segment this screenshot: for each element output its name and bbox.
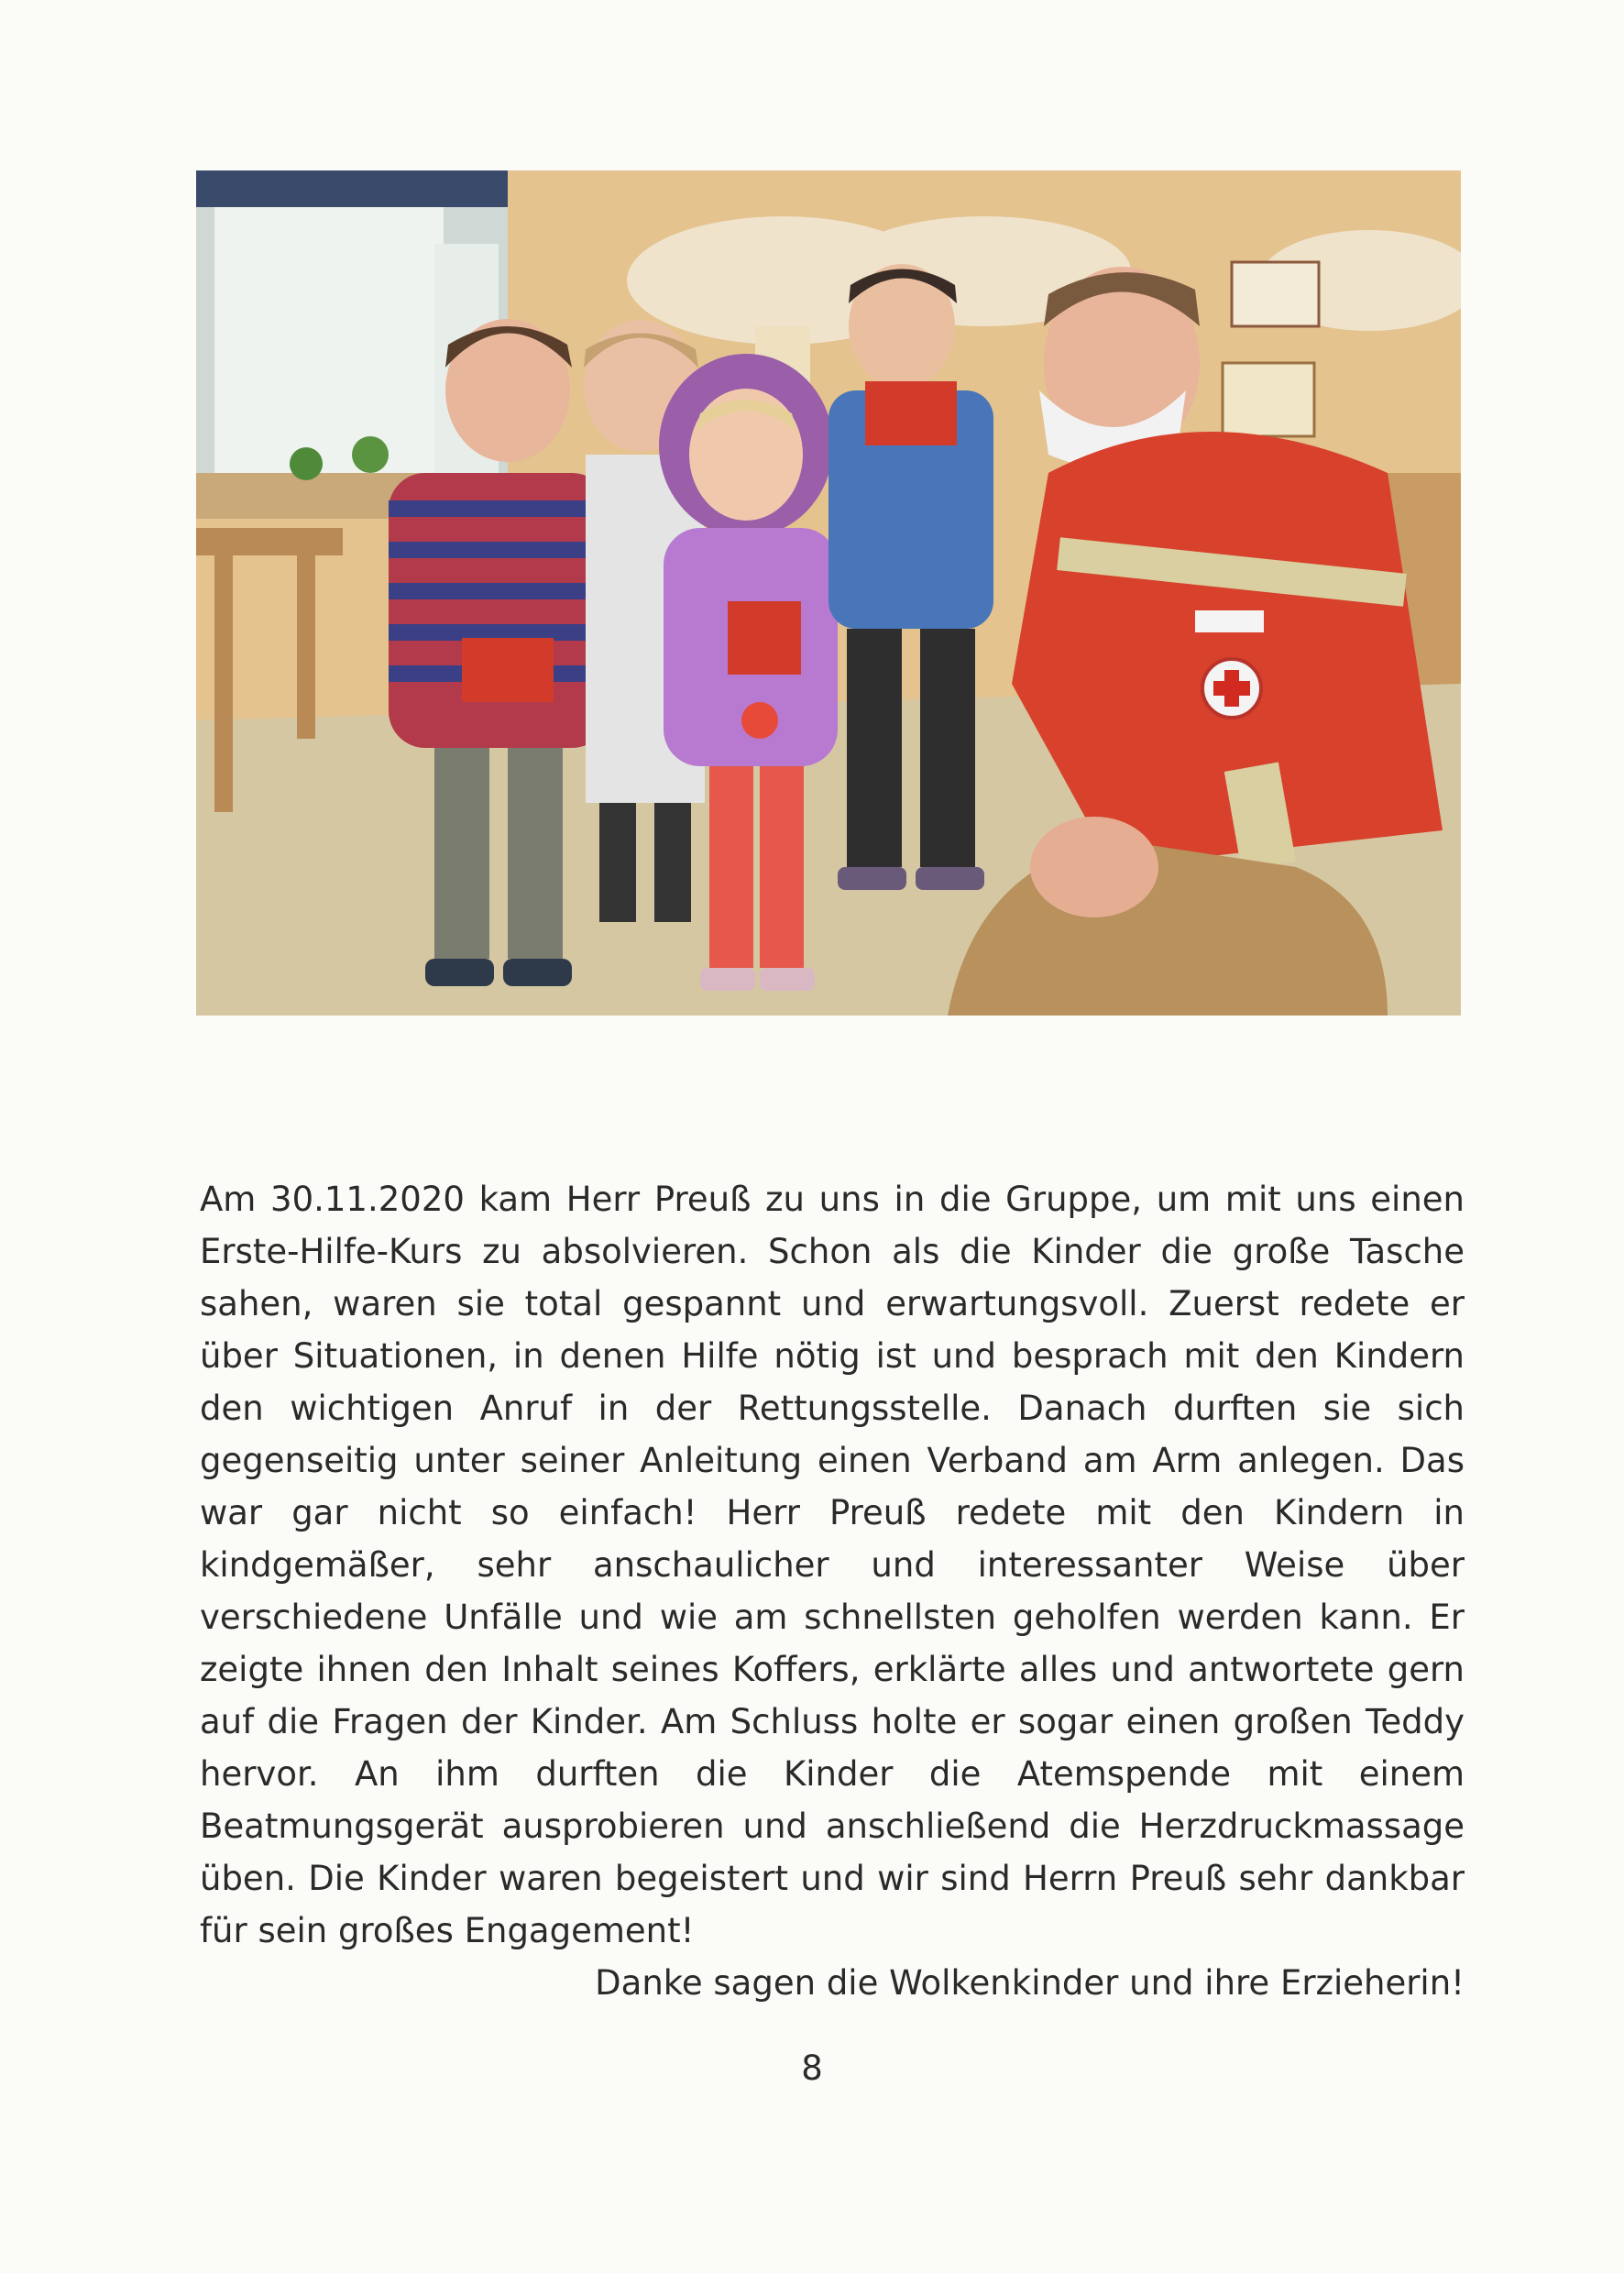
table-leg bbox=[297, 555, 315, 739]
plant bbox=[352, 436, 389, 473]
article-body: Am 30.11.2020 kam Herr Preuß zu uns in die Gruppe, um mit uns einen Erste-Hilfe-Kurs zu absolvieren. Schon als die Kinder die große Tasche sahen, waren sie total gespannt und erwartungsvoll. Zuerst redete er über Situationen, in denen Hilfe nötig ist und besprach mit den Kindern den wichtigen Anruf in der Rettungsstelle. Danach durften sie sich gegenseitig unter seiner Anleitung einen Verband am Arm anlegen. Das war gar nicht so einfach! Herr Preuß redete mit den Kindern in kindgemäßer, sehr anschaulicher und interessanter Weise über verschiedene Unfälle und wie am schnellsten geholfen werden kann. Er zeigte ihnen den Inhalt seines Koffers, erklärte alles und antwortete gern auf die Fragen der Kinder. Am Schluss holte er sogar einen großen Teddy hervor. An ihm durften die Kinder die Atemspende mit einem Beatmungsgerät ausprobieren und anschließend die Herzdruckmassage üben. Die Kinder waren begeistert und wir sind Herrn Preuß sehr dankbar für sein großes Engagement! bbox=[200, 1180, 1465, 1950]
group-photo bbox=[196, 170, 1461, 1016]
table bbox=[196, 528, 343, 555]
window-blind bbox=[196, 170, 508, 207]
article-thanks: Danke sagen die Wolkenkinder und ihre Erzieherin! bbox=[595, 1963, 1465, 2003]
wall-drawing bbox=[1232, 262, 1319, 326]
plant bbox=[290, 447, 323, 480]
page-number: 8 bbox=[801, 2048, 823, 2088]
photo-illustration bbox=[196, 170, 1461, 1016]
wall-drawing bbox=[1223, 363, 1314, 436]
window-pane bbox=[214, 189, 444, 482]
article bbox=[200, 1173, 1465, 2009]
table-leg bbox=[214, 555, 233, 812]
